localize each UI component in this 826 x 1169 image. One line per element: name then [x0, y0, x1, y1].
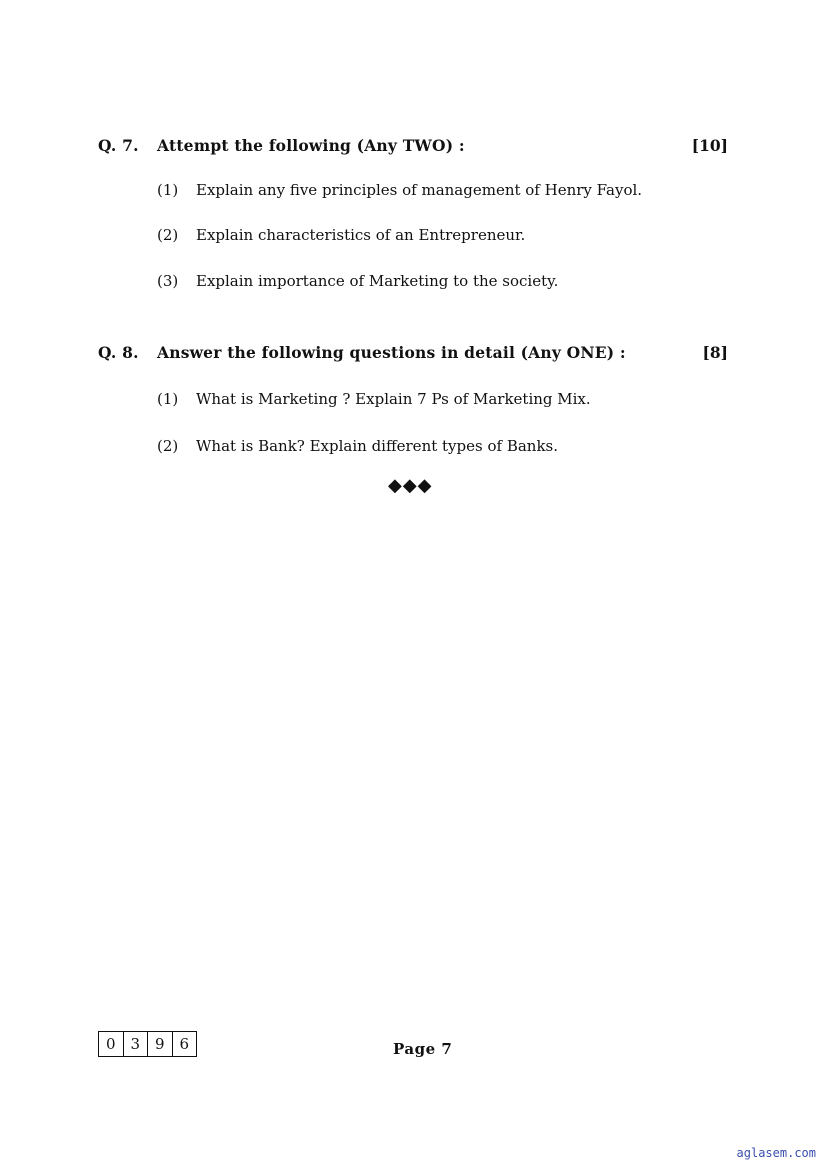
question-number: Q. 7. — [98, 136, 139, 155]
paper-code-digit: 9 — [148, 1032, 173, 1056]
question-title: Attempt the following (Any TWO) : — [157, 136, 465, 155]
item-text: What is Bank? Explain different types of Banks. — [196, 437, 558, 455]
item-text: Explain any five principles of management of Henry Fayol. — [196, 181, 643, 199]
item-number: (1) — [157, 390, 179, 408]
paper-code-digit: 6 — [179, 1035, 190, 1053]
paper-code-box — [98, 1031, 197, 1057]
item-number: (3) — [157, 272, 179, 290]
paper-code-digit: 3 — [124, 1032, 149, 1056]
question-marks: [10] — [691, 136, 728, 155]
item-number: (2) — [157, 437, 179, 455]
question-title: Answer the following questions in detail (Any ONE) : — [157, 343, 626, 362]
item-number: (1) — [157, 181, 179, 199]
end-of-paper-marker: ◆◆◆ — [388, 475, 433, 496]
item-text: What is Marketing ? Explain 7 Ps of Marketing Mix. — [196, 390, 591, 408]
paper-code-digit: 0 — [99, 1032, 124, 1056]
page-number: Page 7 — [393, 1040, 453, 1058]
question-number: Q. 8. — [98, 343, 139, 362]
item-text: Explain characteristics of an Entrepreneur. — [196, 226, 526, 244]
watermark-link[interactable]: aglasem.com — [736, 1146, 816, 1160]
item-text: Explain importance of Marketing to the society. — [196, 272, 559, 290]
item-number: (2) — [157, 226, 179, 244]
question-marks: [8] — [702, 343, 728, 362]
